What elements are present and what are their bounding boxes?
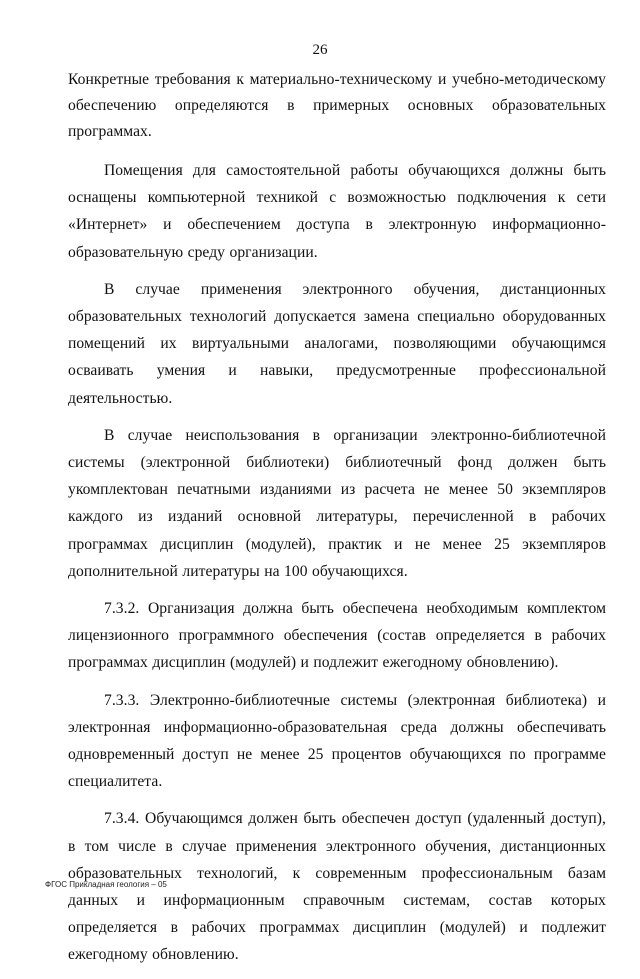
paragraph-7-3-4: 7.3.4. Обучающимся должен быть обеспечен доступ (удаленный доступ), в том числе в случае применения электронного обучения, дистанционных образовательных технологий, к современным профессиональным базам данных и информационным справочным системам, состав которых определяется в рабочих программах дисциплин (модулей) и подлежит ежегодному обновлению. [68,810,606,964]
document-body [68,67,606,979]
paragraph-self-study-rooms: Помещения для самостоятельной работы обучающихся должны быть оснащены компьютерной техникой с возможностью подключения к сети «Интернет» и обеспечением доступа в электронную информационно-образовательную среду организации. [68,162,606,261]
page-number: 26 [312,42,328,58]
paragraph-library-fund: В случае неиспользования в организации электронно-библиотечной системы (электронной библиотеки) библиотечный фонд должен быть укомплектован печатными изданиями из расчета не менее 50 экземпляров каждого из изданий основной литературы, перечисленной в рабочих программах дисциплин (модулей), практик и не менее 25 экземпляров дополнительной литературы на 100 обучающихся. [68,426,606,580]
paragraph-virtual-analogues: В случае применения электронного обучения, дистанционных образовательных технологий допускается замена специально оборудованных помещений их виртуальными аналогами, позволяющими обучающимся осваивать умения и навыки, предусмотренные профессиональной деятельностью. [68,280,606,407]
paragraph-requirements: Конкретные требования к материально-техническому и учебно-методическому обеспечению определяются в примерных основных образовательных программах. [68,71,606,140]
paragraph-7-3-2: 7.3.2. Организация должна быть обеспечена необходимым комплектом лицензионного программного обеспечения (состав определяется в рабочих программах дисциплин (модулей) и подлежит ежегодному обновлению). [68,600,606,672]
paragraph-7-3-3: 7.3.3. Электронно-библиотечные системы (электронная библиотека) и электронная информационно-образовательная среда должны обеспечивать одновременный доступ не менее 25 процентов обучающихся по программе специалитета. [68,691,606,791]
page-footer: ФГОС Прикладная геология – 05 [45,880,167,889]
